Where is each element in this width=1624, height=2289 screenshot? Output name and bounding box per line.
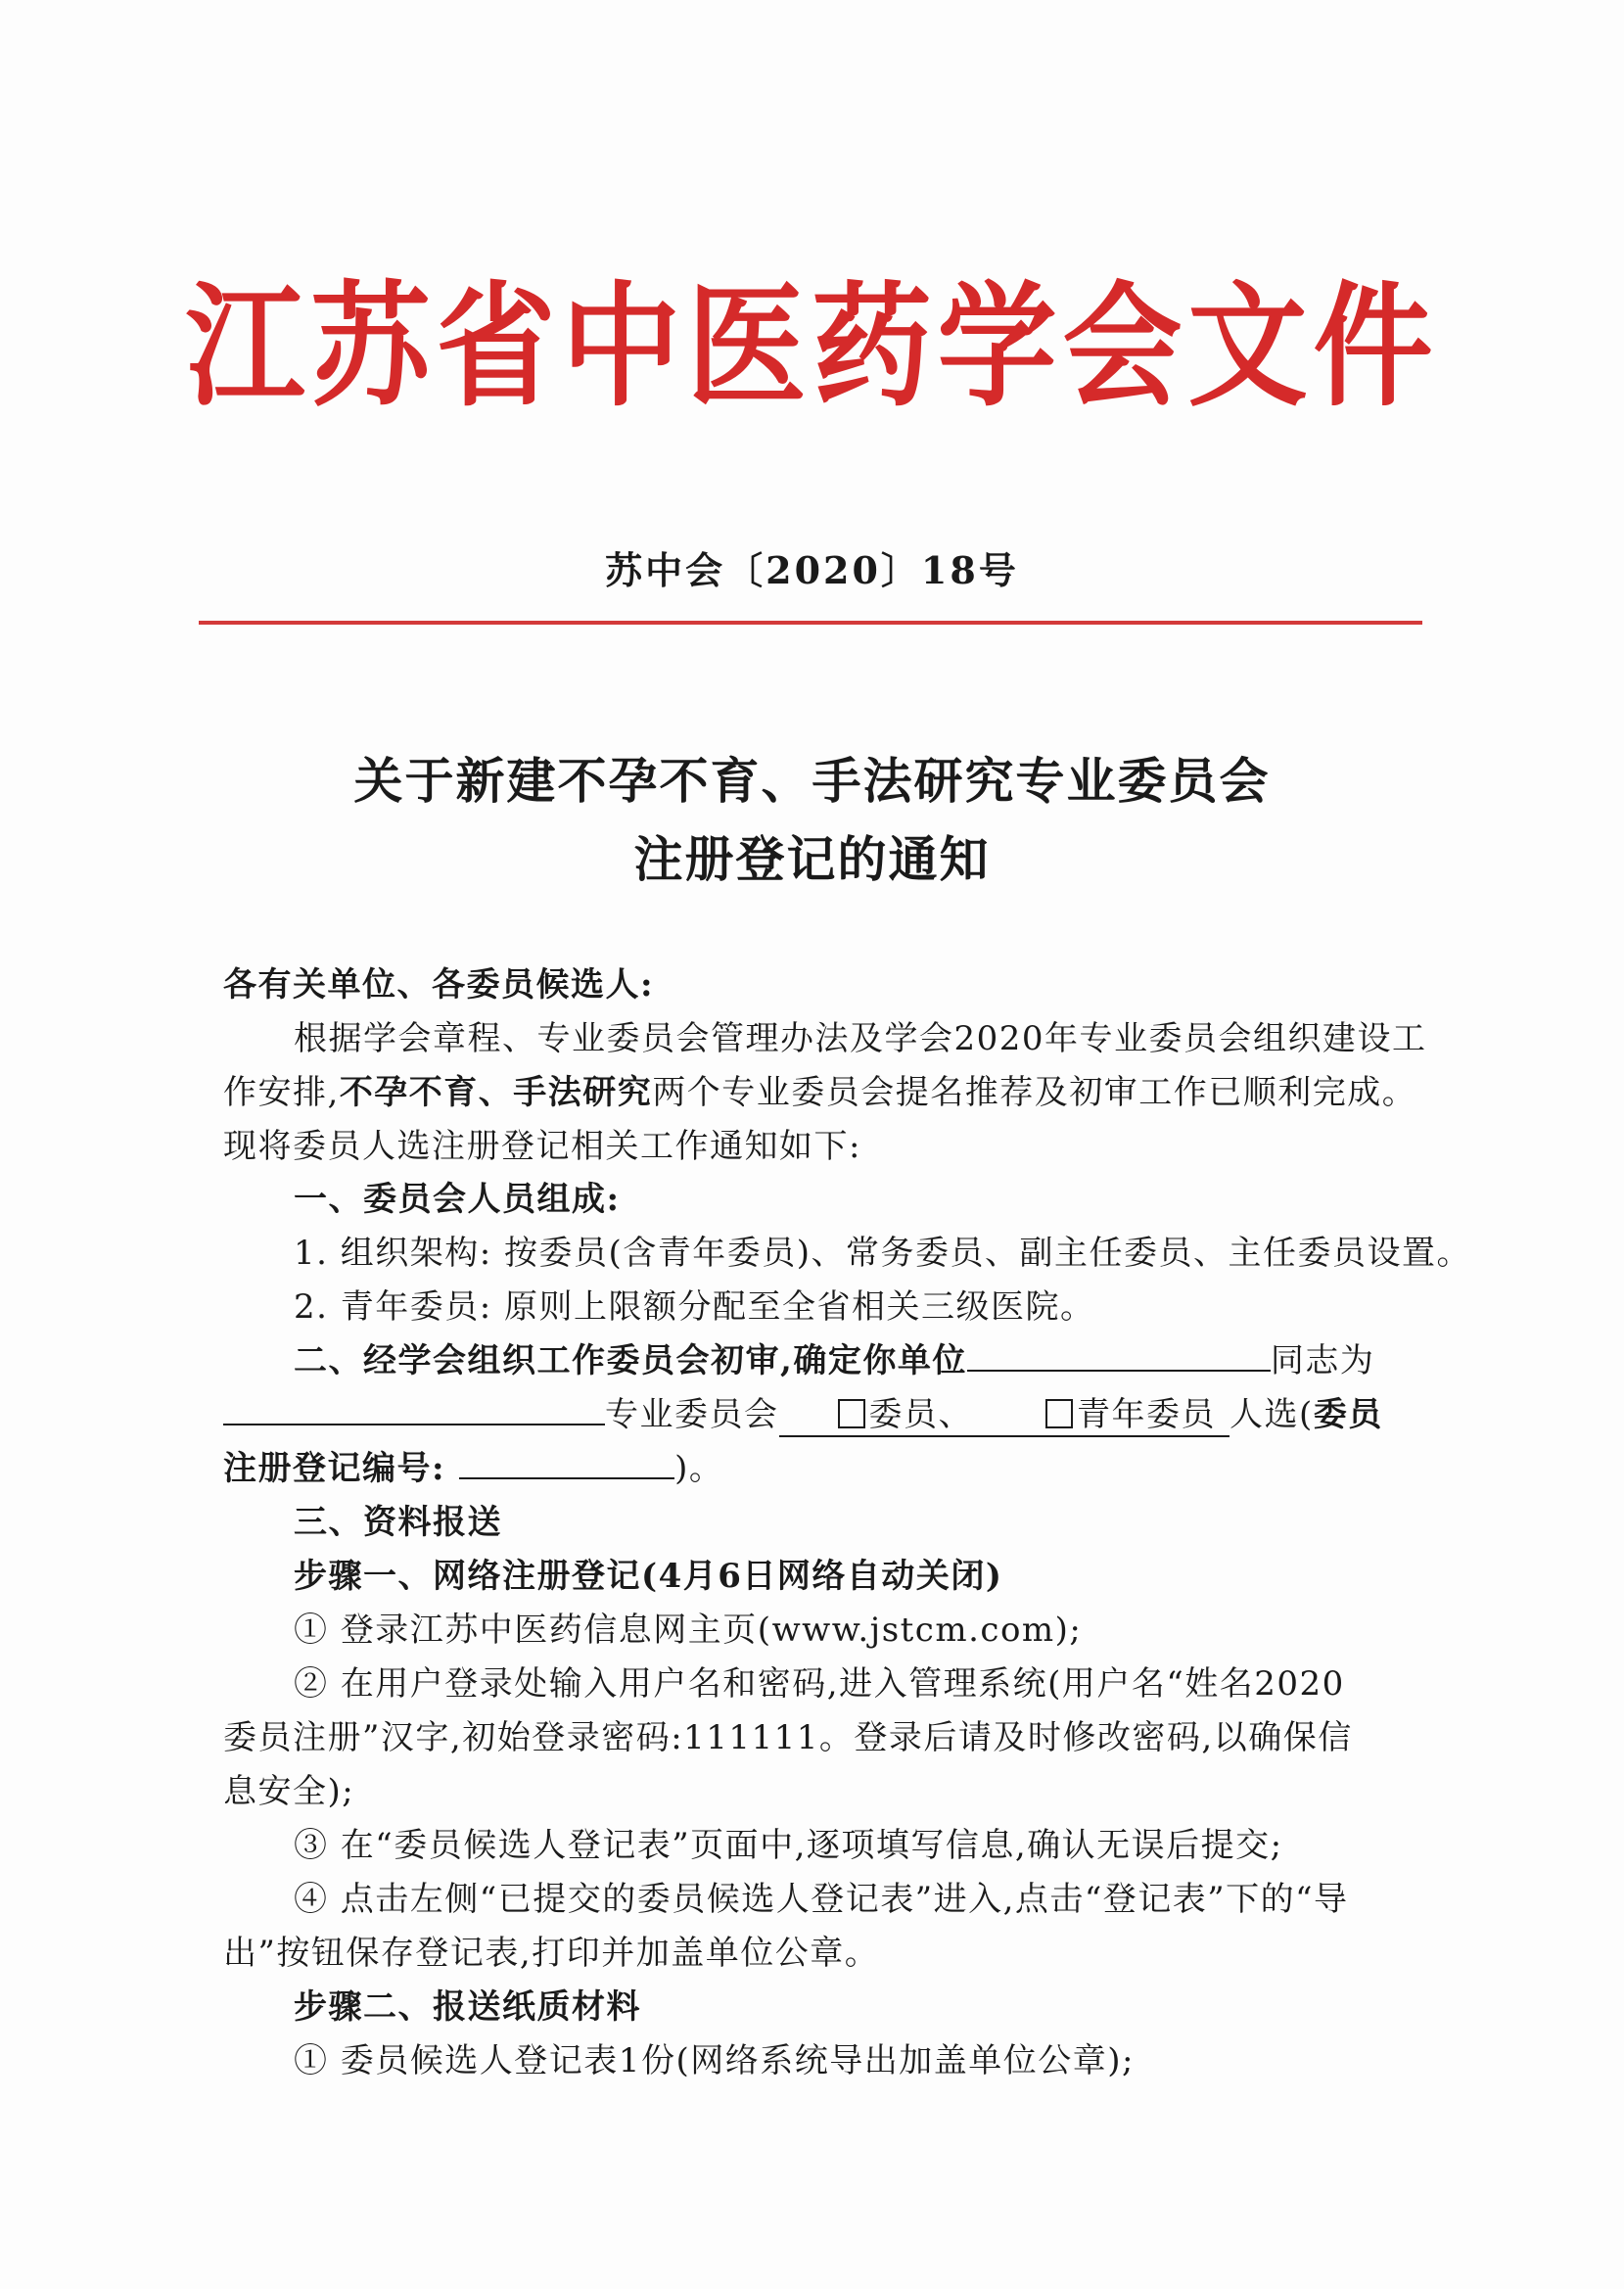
registration-number-blank [459, 1448, 674, 1479]
step-1-item-2-line-2: 委员注册”汉字,初始登录密码:111111。登录后请及时修改密码,以确保信 [223, 1718, 1353, 1757]
step-2-heading: 步骤二、报送纸质材料 [294, 1987, 641, 2027]
section-2-line-1 [294, 1333, 1374, 1381]
committee-name-blank [223, 1394, 605, 1425]
youth-member-option-label: 青年委员 [1077, 1395, 1216, 1434]
intro-line-2 [223, 1065, 1416, 1113]
salutation: 各有关单位、各委员候选人: [223, 965, 655, 1004]
checkbox-icon [838, 1399, 865, 1428]
section-2-text-1: 二、经学会组织工作委员会初审,确定你单位 [294, 1341, 967, 1380]
section-2-line-3 [223, 1441, 723, 1489]
youth-member-option [987, 1387, 1230, 1437]
intro-line-2-c: 两个专业委员会提名推荐及初审工作已顺利完成。 [652, 1073, 1417, 1112]
section-1-item-2: 2. 青年委员: 原则上限额分配至全省相关三级医院。 [294, 1287, 1095, 1327]
member-option [779, 1387, 988, 1437]
step-2-item-1: ① 委员候选人登记表1份(网络系统导出加盖单位公章); [294, 2041, 1135, 2080]
document-number: 苏中会〔2020〕18号 [605, 548, 1019, 592]
step-1-heading: 步骤一、网络注册登记(4月6日网络自动关闭) [294, 1557, 1003, 1596]
section-2-text-4: 人选( [1230, 1395, 1314, 1434]
registration-number-label: 注册登记编号: [223, 1449, 446, 1488]
step-1-item-3: ③ 在“委员候选人登记表”页面中,逐项填写信息,确认无误后提交; [294, 1826, 1283, 1865]
section-2-text-7: )。 [674, 1449, 724, 1488]
intro-line-3: 现将委员人选注册登记相关工作通知如下: [223, 1127, 861, 1166]
intro-committee-names: 不孕不育、手法研究 [339, 1073, 653, 1112]
step-1-item-2-line-3: 息安全); [223, 1772, 355, 1811]
unit-name-blank [967, 1340, 1271, 1372]
section-2-text-3: 专业委员会 [605, 1395, 779, 1434]
masthead-title: 江苏省中医药学会文件 [185, 266, 1439, 425]
section-1-item-1: 1. 组织架构: 按委员(含青年委员)、常务委员、副主任委员、主任委员设置。 [294, 1234, 1472, 1273]
section-2-text-2: 同志为 [1270, 1341, 1375, 1380]
red-divider-line [199, 621, 1422, 625]
section-2-text-5: 委员 [1313, 1395, 1383, 1434]
checkbox-icon [1045, 1399, 1073, 1428]
member-option-label: 委员、 [868, 1395, 973, 1434]
step-1-item-4-line-1: ④ 点击左侧“已提交的委员候选人登记表”进入,点击“登记表”下的“导 [294, 1880, 1349, 1919]
step-1-item-4-line-2: 出”按钮保存登记表,打印并加盖单位公章。 [223, 1934, 880, 1973]
section-3-heading: 三、资料报送 [294, 1503, 502, 1542]
step-1-item-1: ① 登录江苏中医药信息网主页(www.jstcm.com); [294, 1611, 1083, 1650]
intro-line-2-a: 作安排, [223, 1073, 340, 1112]
section-1-heading: 一、委员会人员组成: [294, 1180, 621, 1219]
step-1-item-2-line-1: ② 在用户登录处输入用户名和密码,进入管理系统(用户名“姓名2020 [294, 1664, 1345, 1704]
notice-title-line-1: 关于新建不孕不育、手法研究专业委员会 [353, 752, 1271, 810]
notice-title-line-2: 注册登记的通知 [633, 830, 991, 888]
section-2-line-2 [223, 1387, 1383, 1437]
intro-line-1: 根据学会章程、专业委员会管理办法及学会2020年专业委员会组织建设工 [294, 1019, 1427, 1058]
